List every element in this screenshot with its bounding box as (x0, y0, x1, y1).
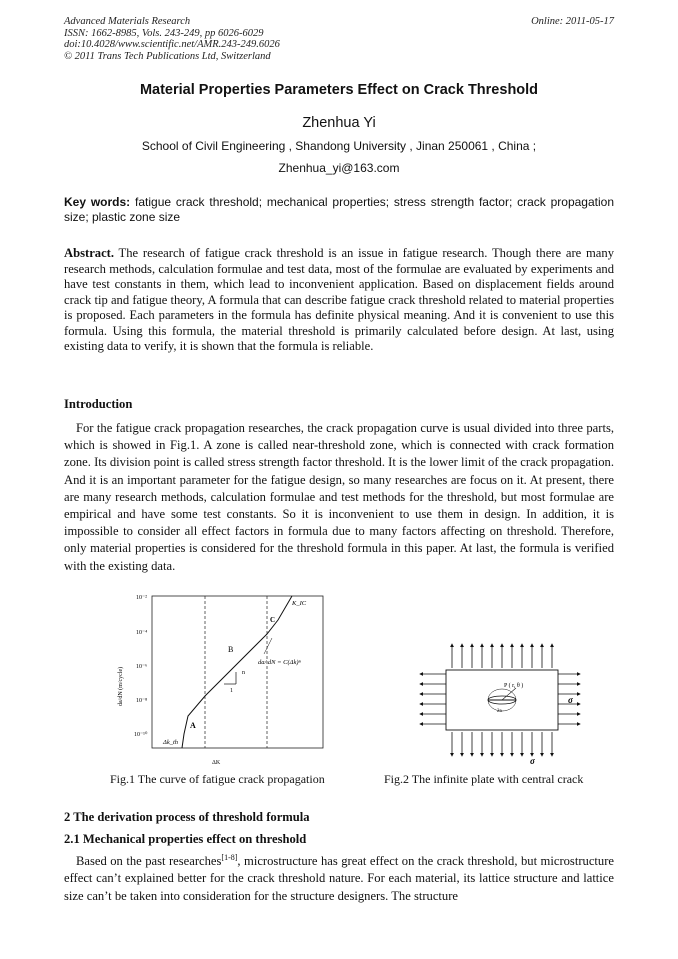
zone-b-label: B (228, 645, 234, 654)
section-2-heading: 2 The derivation process of threshold formula (64, 810, 310, 824)
keywords-text: fatigue crack threshold; mechanical properties; stress strength factor; crack propagation size; plastic zone size (64, 195, 614, 224)
abstract-text: The research of fatigue crack threshold is an issue in fatigue research. Though there are many research methods, calculation formulae and test data, most of the formulae are evaluated by experiments and have test constants in them, which lead to inconvenient application. Based on displacement fields around crack tip and fatigue theory, A formula that can describe fatigue crack threshold related to material properties is proposed. Each parameters in the formula has definite physical meaning. And it is convenient to use this formula. Using this formula, the material threshold is primarily calculated before design. At last, using existing data to verify, it is shown that the formula is reliable. (64, 246, 614, 353)
section-2-1-text-after: , microstructure has great effect on the crack threshold, but microstructure effect can’t explained better for the crack threshold nature. For each material, its lattice structure and lattice size can’t be taken into consideration for the structure designers. The structure (64, 854, 614, 903)
journal-name: Advanced Materials Research (64, 16, 191, 27)
issn-line: ISSN: 1662-8985, Vols. 243-249, pp 6026-6029 (64, 27, 264, 39)
crack-length-label: 2a (497, 709, 502, 714)
online-date: Online: 2011-05-17 (531, 16, 614, 27)
keywords-label: Key words: (64, 195, 131, 209)
paris-law-label: da/ dN = C(Δk)ⁿ (258, 659, 301, 666)
tick-label: 10⁻² (136, 595, 147, 601)
abstract (64, 246, 614, 355)
sigma-bottom-label: σ (530, 756, 535, 764)
section-2-1-heading: 2.1 Mechanical properties effect on threshold (64, 832, 307, 846)
threshold-label: Δk_th (163, 739, 179, 746)
introduction-heading: Introduction (64, 397, 133, 411)
section-2-1-text-before: Based on the past researches (76, 854, 222, 869)
section-2-1-text (64, 849, 614, 905)
bottom-stress-arrows (452, 732, 552, 756)
figure-2-infinite-plate (412, 640, 588, 764)
slope-1-label: 1 (230, 688, 233, 694)
doi-line: doi:10.4028/www.scientific.net/AMR.243-249.6026 (64, 39, 280, 50)
tick-label: 10⁻⁶ (136, 664, 148, 670)
tick-label: 10⁻⁴ (136, 630, 148, 636)
author-email: Zhenhua_yi@163.com (278, 161, 400, 175)
zone-a-label: A (190, 721, 196, 730)
introduction-text: For the fatigue crack propagation researches, the crack propagation curve is usual divided into three parts, which is showed in Fig.1. A zone is called near-threshold zone, which is connected with crack formation zone. Its division point is called stress strength factor threshold. It is the lower limit of the crack propagation. And it is an important parameter for the fatigue design, so many researches are focus on it. At present, there are many research methods, calculation formulae and test methods for the threshold, but most formulae are empirical and have some test constants. So it is inconvenient to use them in design. In addition, it is impossible to consider all effect factors in formula due to many factors affecting on threshold. Therefore, only material properties is considered for the threshold formula in this paper. At last, the formula is verified with the existing data. (64, 421, 614, 573)
figure-1-crack-curve (112, 588, 328, 768)
figure-1-frame (152, 596, 323, 748)
x-axis-label: ΔK (212, 760, 221, 766)
journal-header (64, 16, 280, 62)
abstract-label: Abstract. (64, 246, 115, 260)
crack-propagation-curve (182, 596, 292, 748)
tick-label: 10⁻¹⁰ (134, 732, 148, 738)
paper-title: Material Properties Parameters Effect on Crack Threshold (139, 82, 539, 98)
slope-n-label: n (242, 670, 245, 676)
copyright-line: © 2011 Trans Tech Publications Ltd, Switzerland (64, 50, 271, 62)
author-name: Zhenhua Yi (302, 115, 376, 131)
zone-c-label: C (270, 616, 276, 624)
y-axis-label: da/dN (m/cycle) (118, 666, 124, 706)
kc-label: K_IC (292, 600, 307, 607)
paris-law-pointer (264, 638, 272, 654)
affiliation: School of Civil Engineering , Shandong University , Jinan 250061 , China ; (141, 139, 537, 153)
tick-label: 10⁻⁸ (136, 698, 148, 704)
keywords (64, 195, 614, 225)
figure-2-caption: Fig.2 The infinite plate with central crack (384, 772, 584, 786)
point-p-label: P ( r, θ ) (504, 683, 524, 689)
figure-1-caption: Fig.1 The curve of fatigue crack propagation (110, 772, 325, 786)
left-stress-arrows (420, 674, 446, 724)
sigma-right-label: σ (568, 695, 573, 705)
top-stress-arrows (452, 644, 552, 668)
reference-citation[interactable]: [1-8] (221, 853, 238, 862)
